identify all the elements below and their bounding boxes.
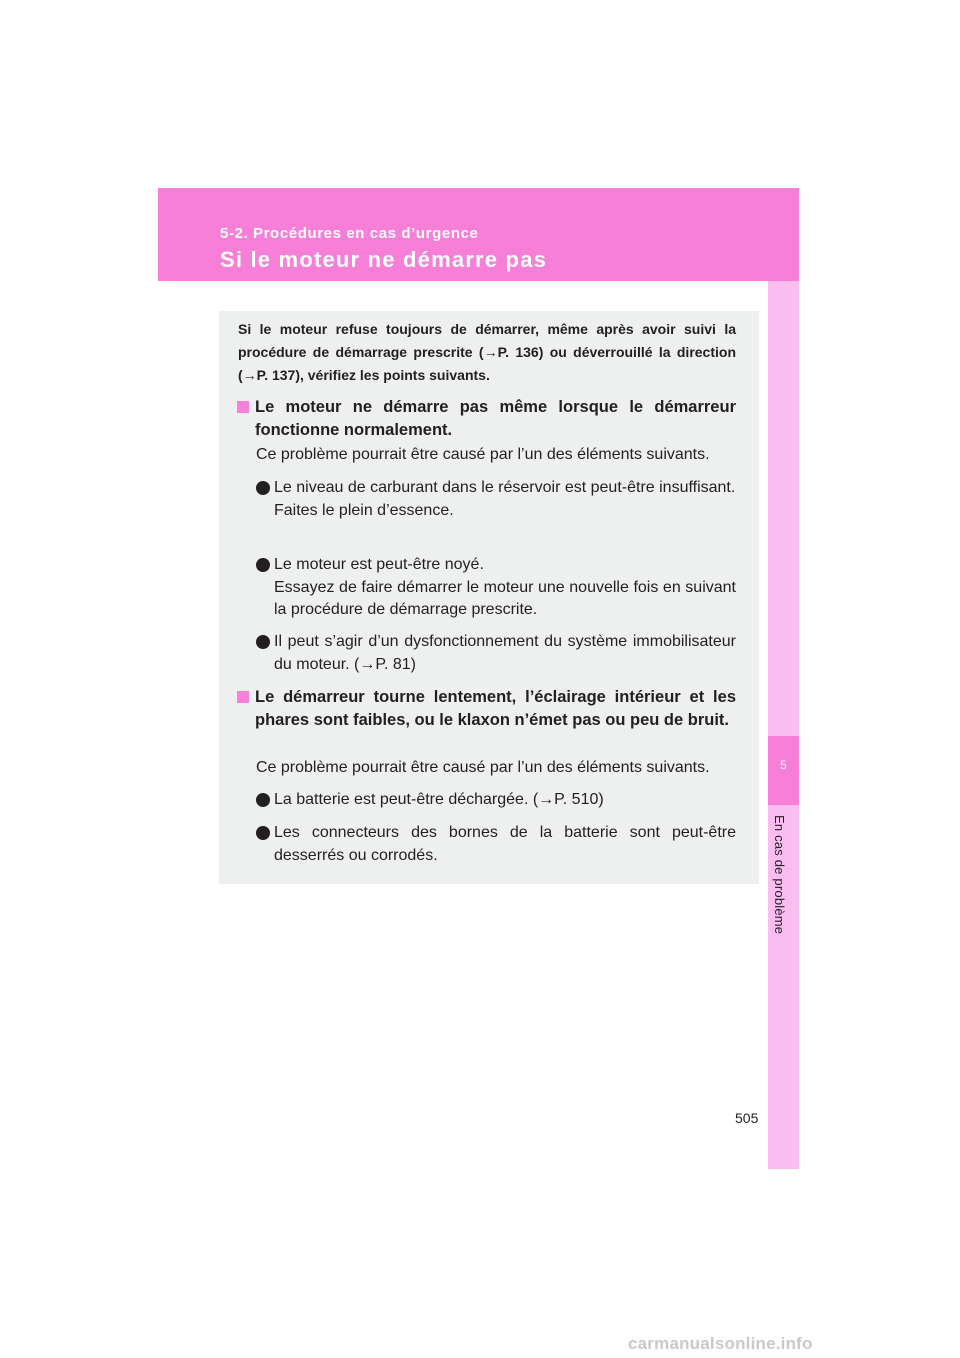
chapter-number: 5 bbox=[780, 758, 787, 772]
list-item-note: Essayez de faire démarrer le moteur une nouvelle fois en suivant la procédure de démarrage prescrite. bbox=[274, 578, 736, 618]
list-item-text: Le niveau de carburant dans le réservoir est peut-être insuffisant. bbox=[274, 479, 736, 496]
list-item bbox=[256, 631, 736, 676]
watermark: carmanualsonline.info bbox=[628, 1334, 813, 1353]
chapter-title: En cas de problème bbox=[772, 815, 787, 935]
list-item-text: La batterie est peut-être déchargée. (→P. 510) bbox=[274, 791, 604, 808]
list-item-text: Les connecteurs des bornes de la batterie sont peut-être desserrés ou corrodés. bbox=[274, 824, 736, 864]
chapter-tab[interactable] bbox=[768, 736, 799, 805]
intro-text: Si le moteur refuse toujours de démarrer, même après avoir suivi la procédure de démarrage prescrite (→P. 136) ou déverrouillé la direction (→P. 137), vérifiez les points suivants. bbox=[238, 321, 736, 383]
section-label: 5-2. Procédures en cas d’urgence bbox=[220, 225, 479, 242]
square-bullet-icon bbox=[237, 691, 249, 703]
section1-heading-text: Le moteur ne démarre pas même lorsque le démarreur fonctionne normalement. bbox=[255, 398, 736, 439]
list-item-text: Le moteur est peut-être noyé. bbox=[274, 556, 484, 573]
list-item bbox=[256, 477, 736, 522]
list-item-text: Il peut s’agir d’un dysfonctionnement du système immobilisateur du moteur. (→P. 81) bbox=[274, 633, 736, 673]
section1-heading bbox=[237, 396, 736, 441]
side-tab bbox=[768, 281, 799, 1169]
section1-lead: Ce problème pourrait être causé par l’un des éléments suivants. bbox=[256, 446, 710, 463]
bullet-dot-icon bbox=[256, 793, 270, 807]
page-title: Si le moteur ne démarre pas bbox=[220, 247, 548, 272]
list-item bbox=[256, 789, 736, 812]
section2-heading-text: Le démarreur tourne lentement, l’éclairage intérieur et les phares sont faibles, ou le klaxon n’émet pas ou peu de bruit. bbox=[255, 688, 736, 729]
section2-heading bbox=[237, 686, 736, 731]
bullet-dot-icon bbox=[256, 635, 270, 649]
section2-lead: Ce problème pourrait être causé par l’un des éléments suivants. bbox=[256, 759, 710, 776]
list-item bbox=[256, 822, 736, 867]
bullet-dot-icon bbox=[256, 558, 270, 572]
list-item bbox=[256, 554, 736, 622]
square-bullet-icon bbox=[237, 401, 249, 413]
page-number: 505 bbox=[735, 1110, 759, 1126]
bullet-dot-icon bbox=[256, 481, 270, 495]
list-item-note: Faites le plein d’essence. bbox=[274, 501, 454, 519]
bullet-dot-icon bbox=[256, 826, 270, 840]
